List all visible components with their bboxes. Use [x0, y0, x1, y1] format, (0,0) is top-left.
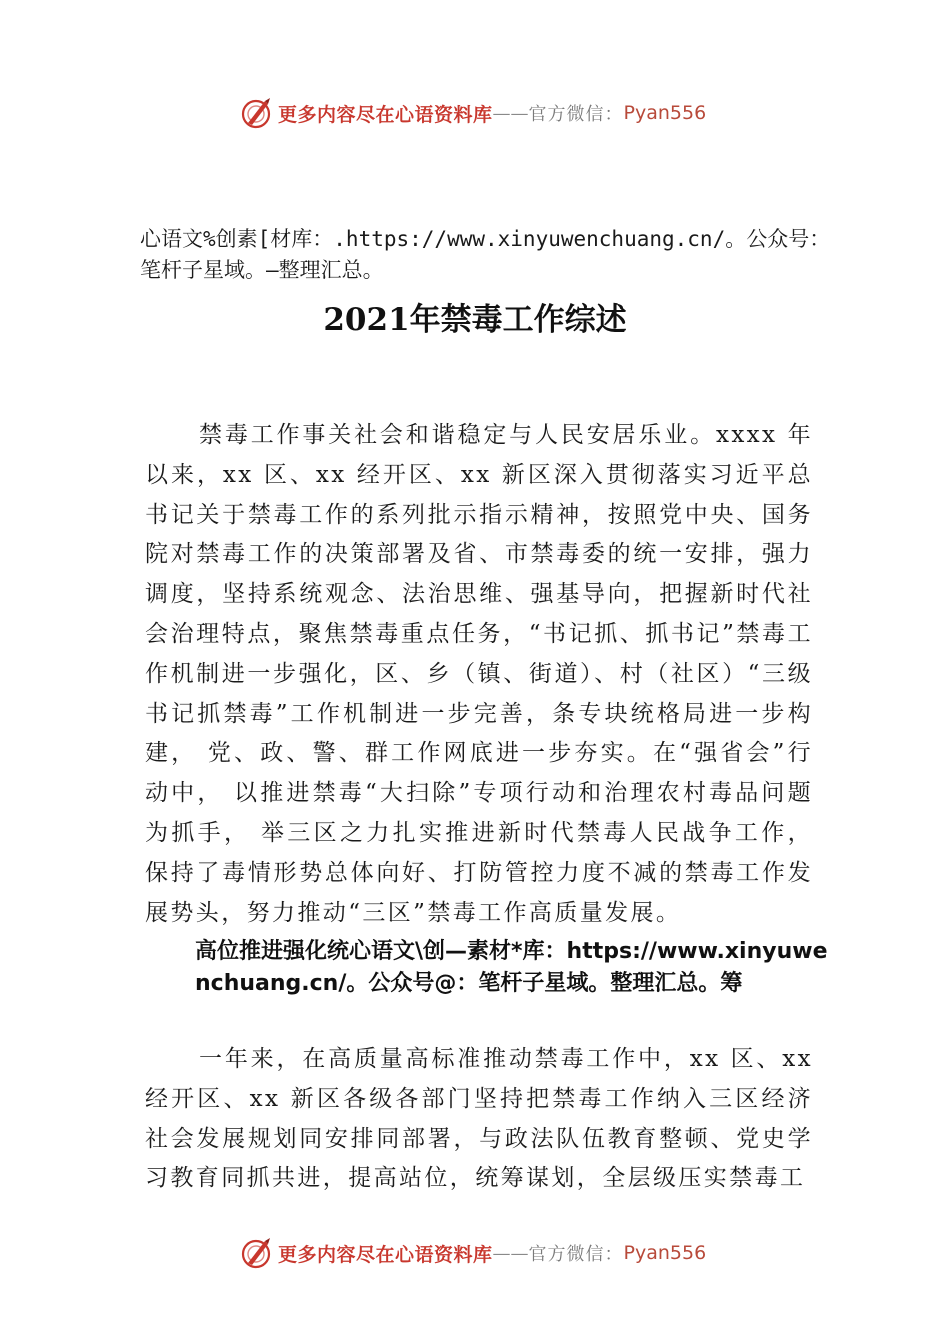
banner-separator: ——: [492, 102, 529, 124]
banner-brand: 更多内容尽在心语资料库: [278, 103, 493, 126]
section-heading: 高位推进强化统心语文\创—素材*库：https://www.xinyuwenchuang.cn/。公众号@：笔杆子星域。整理汇总。筹: [195, 939, 828, 996]
intro-paragraph: 禁毒工作事关社会和谐稳定与人民安居乐业。xxxx 年以来，xx 区、xx 经开区、xx 新区深入贯彻落实习近平总书记关于禁毒工作的系列批示指示精神，按照党中央、国务院对禁毒工作的决策部署及省、市禁毒委的统一安排，强力调度，坚持系统观念、法治思维、强基导向，把握新时代社会治理特点，聚焦禁毒重点任务，“书记抓、抓书记”禁毒工作机制进一步强化，区、乡（镇、街道）、村（社区）“三级书记抓禁毒”工作机制进一步完善，条专块统格局进一步构建， 党、政、警、群工作网底进一步夯实。在“强省会”行动中， 以推进禁毒“大扫除”专项行动和治理农村毒品问题为抓手， 举三区之力扎实推进新时代禁毒人民战争工作，保持了毒情形势总体向好、打防管控力度不减的禁毒工作发展势头，努力推动“三区”禁毒工作高质量发展。: [145, 422, 813, 926]
quill-logo-icon: [238, 95, 274, 131]
banner-brand: 更多内容尽在心语资料库: [278, 1243, 493, 1266]
banner-separator: ——: [492, 1242, 529, 1264]
banner-wechat-id: Pyan556: [623, 1242, 707, 1264]
footer-banner: [238, 1233, 758, 1273]
source-note: 心语文%创素[材库：.https://www.xinyuwenchuang.cn/。公众号：笔杆子星域。—整理汇总。: [140, 227, 831, 282]
header-banner: [238, 93, 758, 133]
banner-wechat-label: 官方微信：: [528, 1244, 624, 1265]
body-paragraph: 一年来，在高质量高标准推动禁毒工作中，xx 区、xx 经开区、xx 新区各级各部门坚持把禁毒工作纳入三区经济社会发展规划同安排同部署，与政法队伍教育整顿、党史学习教育同抓共进，提高站位，统筹谋划，全层级压实禁毒工: [145, 1046, 813, 1192]
banner-wechat-label: 官方微信：: [528, 104, 624, 125]
document-title: 2021年禁毒工作综述: [323, 302, 627, 338]
quill-logo-icon: [238, 1235, 274, 1271]
banner-wechat-id: Pyan556: [623, 102, 707, 124]
